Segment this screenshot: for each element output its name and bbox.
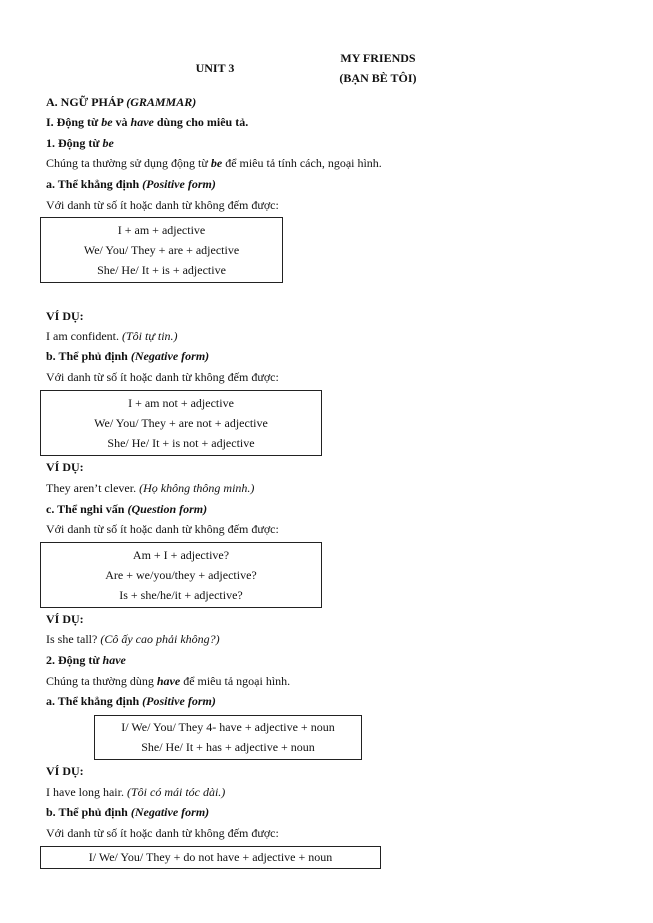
have-positive-heading: a. Thể khẳng định (Positive form) bbox=[46, 694, 216, 708]
formula-line: She/ He/ It + is not + adjective bbox=[107, 435, 255, 450]
be-negative-heading: b. Thể phủ định (Negative form) bbox=[46, 349, 210, 363]
be-negative-example-label: VÍ DỤ: bbox=[46, 460, 84, 474]
formula-line: Are + we/you/they + adjective? bbox=[105, 567, 257, 582]
be-negative-example: They aren’t clever. (Họ không thông minh.) bbox=[46, 481, 255, 495]
have-heading: 2. Động từ have bbox=[46, 653, 126, 667]
have-intro: Chúng ta thường dùng have để miêu tả ngoại hình. bbox=[46, 674, 291, 688]
formula-line: She/ He/ It + is + adjective bbox=[97, 262, 226, 277]
be-question-note: Với danh từ số ít hoặc danh từ không đếm được: bbox=[46, 522, 279, 536]
have-positive-formula-box bbox=[94, 715, 362, 760]
formula-line: I + am + adjective bbox=[117, 222, 206, 237]
formula-line: Is + she/he/it + adjective? bbox=[119, 587, 243, 602]
unit-label: UNIT 3 bbox=[195, 61, 235, 75]
be-question-example-label: VÍ DỤ: bbox=[46, 612, 84, 626]
be-question-example: Is she tall? (Cô ấy cao phải không?) bbox=[46, 632, 220, 646]
be-positive-example: I am confident. (Tôi tự tin.) bbox=[46, 329, 178, 343]
be-heading: 1. Động từ be bbox=[46, 136, 114, 150]
formula-line: We/ You/ They + are + adjective bbox=[83, 242, 240, 257]
have-positive-example: I have long hair. (Tôi có mái tóc dài.) bbox=[46, 785, 226, 799]
be-intro: Chúng ta thường sử dụng động từ be để miêu tả tính cách, ngoại hình. bbox=[46, 156, 382, 170]
have-positive-example-label: VÍ DỤ: bbox=[46, 764, 84, 778]
be-positive-example-label: VÍ DỤ: bbox=[46, 309, 84, 323]
be-positive-formula-box bbox=[40, 217, 283, 283]
section-a-heading: A. NGỮ PHÁP (GRAMMAR) bbox=[46, 95, 197, 109]
be-positive-note: Với danh từ số ít hoặc danh từ không đếm được: bbox=[46, 198, 279, 212]
be-negative-note: Với danh từ số ít hoặc danh từ không đếm được: bbox=[46, 370, 279, 384]
formula-line: We/ You/ They + are not + adjective bbox=[94, 415, 268, 430]
formula-line: She/ He/ It + has + adjective + noun bbox=[141, 739, 315, 754]
have-negative-heading: b. Thể phủ định (Negative form) bbox=[46, 805, 210, 819]
be-question-formula-box bbox=[40, 542, 322, 608]
formula-line: I/ We/ You/ They 4- have + adjective + noun bbox=[121, 720, 335, 735]
unit-title-translation: (BẠN BÈ TÔI) bbox=[339, 71, 417, 85]
be-question-heading: c. Thể nghi vấn (Question form) bbox=[46, 502, 208, 516]
formula-line: I + am not + adjective bbox=[128, 395, 234, 410]
part-1-heading: I. Động từ be và have dùng cho miêu tả. bbox=[46, 115, 249, 129]
unit-title: MY FRIENDS bbox=[340, 51, 416, 65]
formula-line: I/ We/ You/ They + do not have + adjective + noun bbox=[88, 850, 333, 864]
have-negative-note: Với danh từ số ít hoặc danh từ không đếm được: bbox=[46, 826, 279, 840]
be-negative-formula-box bbox=[40, 390, 322, 456]
be-positive-heading: a. Thể khẳng định (Positive form) bbox=[46, 177, 216, 191]
formula-line: Am + I + adjective? bbox=[132, 547, 230, 562]
have-negative-formula-box bbox=[40, 846, 381, 869]
